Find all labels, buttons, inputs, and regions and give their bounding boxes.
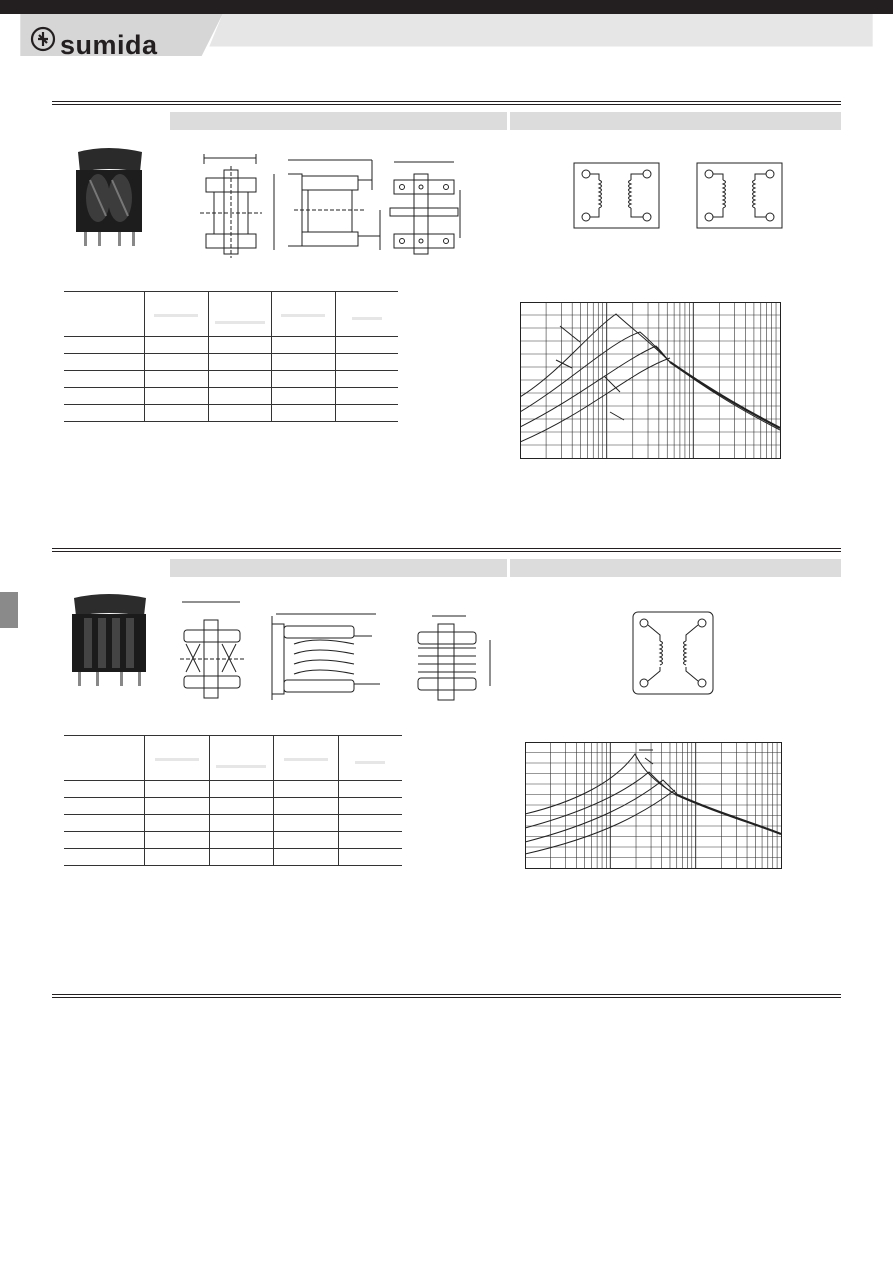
spec-table-1: [64, 291, 398, 422]
section-1-band-right: [510, 112, 841, 130]
table-header-cell: [145, 736, 210, 781]
spec-table-2: [64, 735, 402, 866]
table-header-cell: [64, 736, 145, 781]
sumida-logo-icon: [30, 26, 56, 52]
frequency-graph-1: [520, 302, 782, 460]
table-header-cell: [272, 292, 336, 337]
schematic-diagram-2: [632, 611, 714, 695]
brand-logo: [0, 14, 212, 58]
section-1-rule: [52, 101, 841, 105]
table-header-cell: [208, 292, 272, 337]
table-row: [64, 798, 402, 815]
frequency-graph-2: [525, 742, 783, 870]
section-2-rule: [52, 548, 841, 552]
table-header-cell: [145, 292, 209, 337]
section-2-band-left: [170, 559, 507, 577]
table-row: [64, 405, 398, 422]
component-photo-1: [68, 146, 148, 250]
table-header-cell: [209, 736, 274, 781]
table-header-cell: [274, 736, 339, 781]
table-header-cell: [338, 736, 402, 781]
table-row: [64, 388, 398, 405]
table-row: [64, 781, 402, 798]
table-header-cell: [335, 292, 398, 337]
table-row: [64, 337, 398, 354]
dimension-drawing-2: [176, 596, 496, 706]
component-photo-2: [66, 592, 152, 688]
table-row: [64, 371, 398, 388]
section-2-band-right: [510, 559, 841, 577]
table-row: [64, 832, 402, 849]
top-bar: [0, 0, 893, 14]
table-row: [64, 815, 402, 832]
table-row: [64, 849, 402, 866]
section-1-band-left: [170, 112, 507, 130]
schematic-diagram-1: [573, 162, 785, 230]
table-row: [64, 354, 398, 371]
dimension-drawing-1: [194, 150, 474, 260]
section-3-rule: [52, 994, 841, 998]
brand-name: sumida: [60, 30, 158, 60]
table-header-cell: [64, 292, 145, 337]
side-index-tab: [0, 592, 18, 628]
